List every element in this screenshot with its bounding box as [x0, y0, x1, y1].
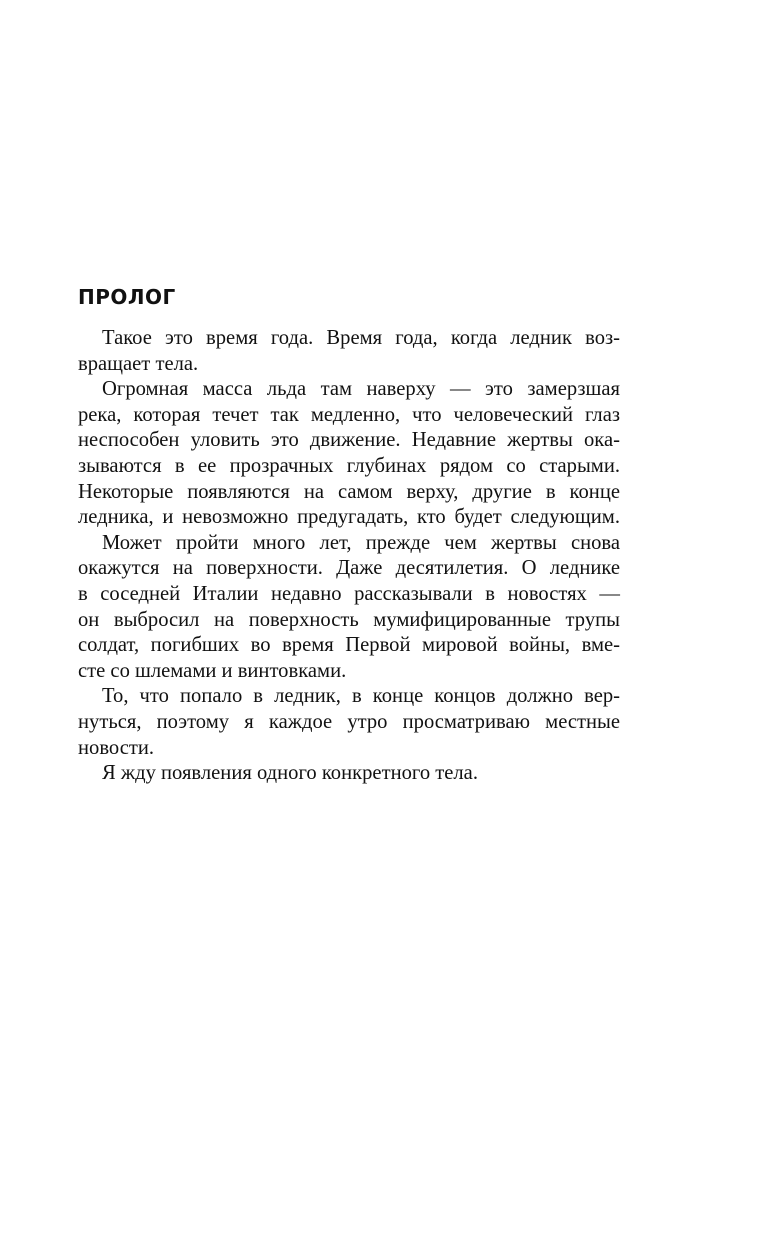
paragraph-3 [78, 531, 620, 685]
paragraph-5 [78, 761, 620, 787]
text-line: он выбросил на поверхность мумифицированные трупы [78, 608, 620, 631]
prologue-text [78, 326, 620, 787]
text-line: Некоторые появляются на самом верху, другие в конце [78, 480, 620, 503]
text-line: окажутся на поверхности. Даже десятилетия. О леднике [78, 557, 620, 580]
text-line: Может пройти много лет, прежде чем жертвы снова [102, 531, 620, 554]
text-line: солдат, погибших во время Первой мировой войны, вме- [78, 634, 620, 657]
text-line: Такое это время года. Время года, когда ледник воз- [102, 327, 620, 349]
text-line: Я жду появления одного конкретного тела. [102, 762, 478, 785]
text-line: река, которая течет так медленно, что человеческий глаз [78, 403, 620, 426]
text-line: зываются в ее прозрачных глубинах рядом со старыми. [78, 454, 620, 477]
text-line: сте со шлемами и винтовками. [78, 659, 347, 682]
text-line: в соседней Италии недавно рассказывали в новостях — [78, 582, 620, 605]
text-line: вращает тела. [78, 352, 199, 375]
text-line: То, что попало в ледник, в конце концов должно вер- [102, 685, 620, 708]
text-line: неспособен уловить это движение. Недавние жертвы ока- [78, 429, 620, 452]
paragraph-4 [78, 684, 620, 761]
paragraph-2 [78, 377, 620, 531]
text-line: Огромная масса льда там наверху — это замерзшая [102, 378, 620, 401]
text-line: ледника, и невозможно предугадать, кто будет следующим. [78, 506, 620, 529]
paragraph-1 [78, 326, 620, 377]
chapter-title: ПРОЛОГ [78, 285, 176, 309]
text-line: новости. [78, 736, 155, 759]
text-line: нуться, поэтому я каждое утро просматриваю местные [78, 710, 620, 733]
